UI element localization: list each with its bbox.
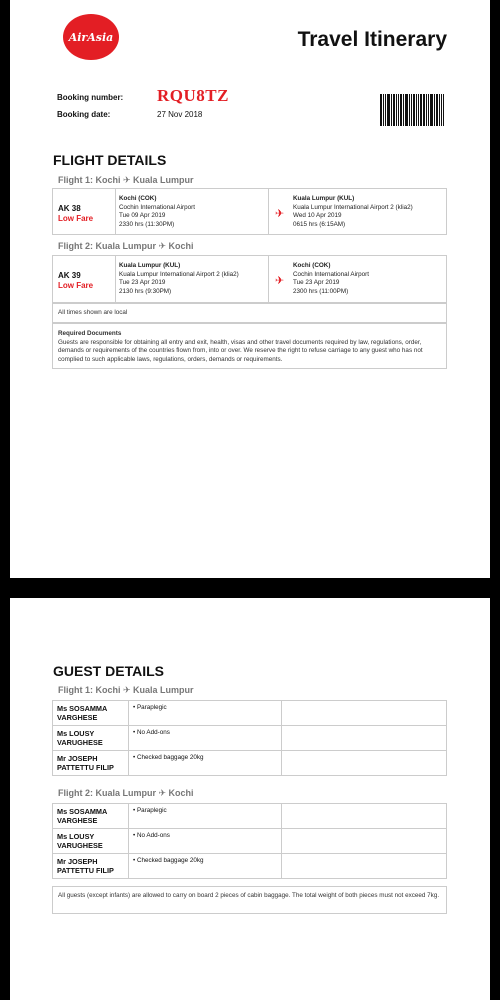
cabin-baggage-note-box bbox=[52, 886, 447, 914]
table-row bbox=[53, 726, 447, 751]
arrival-airport: Kuala Lumpur International Airport 2 (klia2) bbox=[293, 203, 413, 211]
arrival-date: Wed 10 Apr 2019 bbox=[293, 212, 342, 219]
flight-details-heading: FLIGHT DETAILS bbox=[53, 152, 167, 168]
departure-city: Kochi (COK) bbox=[119, 195, 157, 202]
arrival-city: Kochi (COK) bbox=[293, 262, 331, 269]
arrival-time: 0615 hrs (6:15AM) bbox=[293, 220, 346, 228]
guest-addons: • No Add-ons bbox=[129, 726, 282, 751]
arrival-time: 2300 hrs (11:00PM) bbox=[293, 287, 349, 295]
barcode bbox=[380, 94, 446, 126]
guest-details-heading: GUEST DETAILS bbox=[53, 663, 164, 679]
departure-airport: Cochin International Airport bbox=[119, 203, 195, 211]
fare-type: Low Fare bbox=[58, 281, 94, 290]
table-row bbox=[53, 829, 447, 854]
guest-name: Mr JOSEPH PATTETTU FILIP bbox=[53, 751, 129, 776]
guest-addons: • Paraplegic bbox=[129, 701, 282, 726]
flight-number: AK 39 bbox=[58, 271, 81, 280]
table-row bbox=[53, 701, 447, 726]
guest-table-flight-1 bbox=[52, 700, 447, 776]
departure-airport: Kuala Lumpur International Airport 2 (klia2) bbox=[119, 270, 239, 278]
departure-date: Tue 09 Apr 2019 bbox=[119, 212, 166, 219]
flight-1-card bbox=[52, 188, 447, 235]
arrival-date: Tue 23 Apr 2019 bbox=[293, 279, 340, 286]
guest-addons: • Paraplegic bbox=[129, 804, 282, 829]
airasia-logo: AirAsia bbox=[63, 14, 119, 60]
local-times-note-box bbox=[52, 303, 447, 323]
guest-addons: • Checked baggage 20kg bbox=[129, 751, 282, 776]
flight-2-card bbox=[52, 255, 447, 303]
guest-name: Ms SOSAMMA VARGHESE bbox=[53, 804, 129, 829]
required-documents-title: Required Documents bbox=[58, 330, 122, 337]
flight-1-title: Flight 1: Kochi ✈ Kuala Lumpur bbox=[58, 175, 194, 185]
booking-date: 27 Nov 2018 bbox=[157, 110, 203, 119]
cabin-baggage-note: All guests (except infants) are allowed to carry on board 2 pieces of cabin baggage. The total weight of both pieces must not exceed 7kg. bbox=[58, 892, 440, 899]
departure-time: 2330 hrs (11:30PM) bbox=[119, 220, 175, 228]
guest-addons: • Checked baggage 20kg bbox=[129, 854, 282, 879]
guest-flight-2-title: Flight 2: Kuala Lumpur ✈ Kochi bbox=[58, 788, 194, 798]
table-row bbox=[53, 751, 447, 776]
guest-name: Ms LOUSY VARUGHESE bbox=[53, 726, 129, 751]
guest-table-flight-2 bbox=[52, 803, 447, 879]
arrival-airport: Cochin International Airport bbox=[293, 270, 369, 278]
plane-icon: ✈ bbox=[275, 275, 285, 287]
departure-time: 2130 hrs (9:30PM) bbox=[119, 287, 172, 295]
flight-2-title: Flight 2: Kuala Lumpur ✈ Kochi bbox=[58, 241, 194, 251]
fare-type: Low Fare bbox=[58, 214, 94, 223]
departure-date: Tue 23 Apr 2019 bbox=[119, 279, 166, 286]
required-documents-box bbox=[52, 323, 447, 369]
flight-number: AK 38 bbox=[58, 204, 81, 213]
itinerary-page-2 bbox=[10, 598, 490, 1000]
plane-icon: ✈ bbox=[275, 208, 285, 220]
booking-number-label: Booking number: bbox=[57, 93, 124, 102]
guest-addons: • No Add-ons bbox=[129, 829, 282, 854]
guest-name: Ms LOUSY VARUGHESE bbox=[53, 829, 129, 854]
arrival-city: Kuala Lumpur (KUL) bbox=[293, 195, 355, 202]
itinerary-page-1 bbox=[10, 0, 490, 578]
departure-city: Kuala Lumpur (KUL) bbox=[119, 262, 181, 269]
guest-flight-1-title: Flight 1: Kochi ✈ Kuala Lumpur bbox=[58, 685, 194, 695]
booking-date-label: Booking date: bbox=[57, 110, 111, 119]
local-times-note: All times shown are local bbox=[58, 309, 128, 316]
booking-number: RQU8TZ bbox=[157, 86, 229, 105]
required-documents-text: Guests are responsible for obtaining all entry and exit, health, visas and other travel documents required by law, regulations, order, demands or requirements of the countries flown from, into or over. We reserve the right to refuse carriage to any guest who has not complied to such applicable laws, regulations, orders, demands or requirements. bbox=[58, 338, 423, 363]
table-row bbox=[53, 854, 447, 879]
table-row bbox=[53, 804, 447, 829]
guest-name: Ms SOSAMMA VARGHESE bbox=[53, 701, 129, 726]
guest-name: Mr JOSEPH PATTETTU FILIP bbox=[53, 854, 129, 879]
page-title: Travel Itinerary bbox=[297, 28, 447, 51]
